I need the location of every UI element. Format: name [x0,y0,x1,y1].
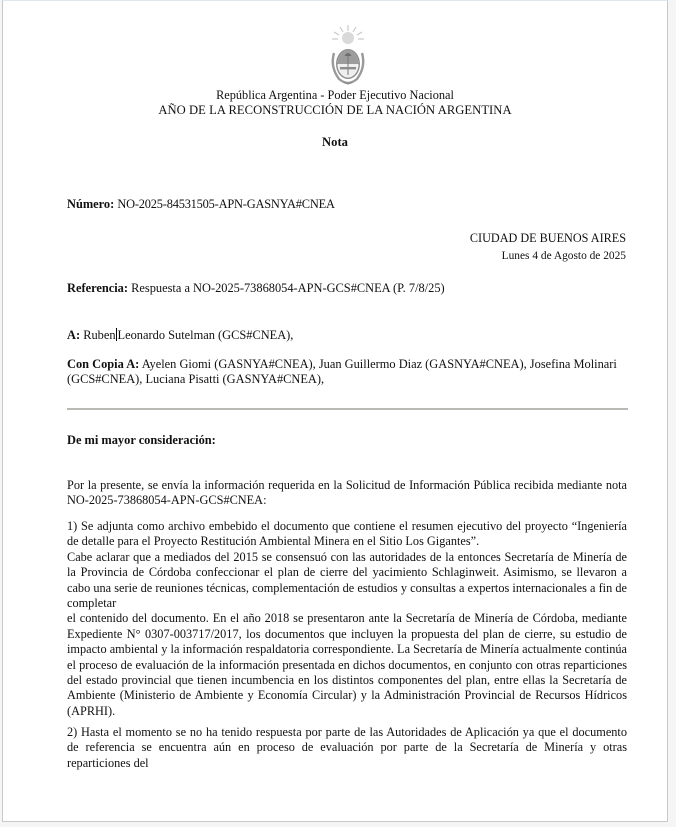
body-item-2-text: 2) Hasta el momento se no ha tenido respuesta por parte de las Autoridades de Aplicación ya que el documento de referencia se encuentra aún en proceso de evaluación por parte de la Secretaría de Minería y otras reparticiones del [67,725,627,770]
body-item-2 [67,725,627,771]
greeting: De mi mayor consideración: [67,433,216,447]
body-intro [67,478,627,509]
recipient [67,328,293,343]
reference [67,281,445,296]
copy-to-label: Con Copia A: [67,357,140,371]
document-date: Lunes 4 de Agosto de 2025 [501,250,626,262]
document-number [67,197,335,212]
body-item-1-context: Cabe aclarar que a mediados del 2015 se consensuó con las autoridades de la entonces Secretaría de Minería de la Provincia de Córdoba confeccionar el plan de cierre del yacimiento Schlaginweit. Asimismo, se llevaron a cabo una serie de reuniones técnicas, complementación de estudios y consultas a expertos internacionales a fin de completar [67,549,627,611]
document-number-label: Número: [67,197,115,211]
reference-value: Respuesta a NO-2025-73868054-APN-GCS#CNEA (P. 7/8/25) [131,281,445,295]
reference-label: Referencia: [67,281,129,295]
copy-to-value: Ayelen Giomi (GASNYA#CNEA), Juan Guillermo Diaz (GASNYA#CNEA), Josefina Molinari (GCS#CNEA), Luciana Pisatti (GASNYA#CNEA), [67,357,617,386]
body-item-1-intro: 1) Se adjunta como archivo embebido el documento que contiene el resumen ejecutivo del proyecto “Ingeniería de detalle para el Proyecto Restitución Ambiental Minera en el Sitio Los Gigantes”. [67,519,627,549]
recipient-value-part1: Ruben [83,328,116,342]
body-intro-text: Por la presente, se envía la información requerida en la Solicitud de Información Pública recibida mediante nota NO-2025-73868054-APN-GCS#CNEA: [67,478,627,508]
copy-to [67,357,627,387]
body-item-1 [67,519,627,719]
recipient-label: A: [67,328,81,342]
body-item-1-detail: el contenido del documento. En el año 2018 se presentaron ante la Secretaría de Minería de Córdoba, mediante Expediente N° 0307-003717/2017, los documentos que incluyen la propuesta del plan de cierre, su estudio de impacto ambiental y la información respaldatoria correspondiente. La Secretaría de Minería actualmente continúa el proceso de evaluación de la información presentada en dichos documentos, en conjunto con otras reparticiones del estado provincial que tienen incumbencia en los distintos componentes del plan, entre ellas la Secretaría de Ambiente (Ministerio de Ambiente y Economía Circular) y la Administración Provincial de Recursos Hídricos (APRHI). [67,611,627,718]
document-number-value: NO-2025-84531505-APN-GASNYA#CNEA [117,197,335,211]
recipient-value-part2: Leonardo Sutelman (GCS#CNEA), [117,328,294,342]
separator-rule [67,408,628,410]
header-year-motto: AÑO DE LA RECONSTRUCCIÓN DE LA NACIÓN ARGENTINA [158,103,512,117]
document-place: CIUDAD DE BUENOS AIRES [469,231,626,245]
header-government-line: República Argentina - Poder Ejecutivo Nacional [216,88,454,102]
document-title: Nota [322,135,348,149]
argentina-coat-of-arms-icon [327,23,369,87]
document-page [2,0,668,822]
